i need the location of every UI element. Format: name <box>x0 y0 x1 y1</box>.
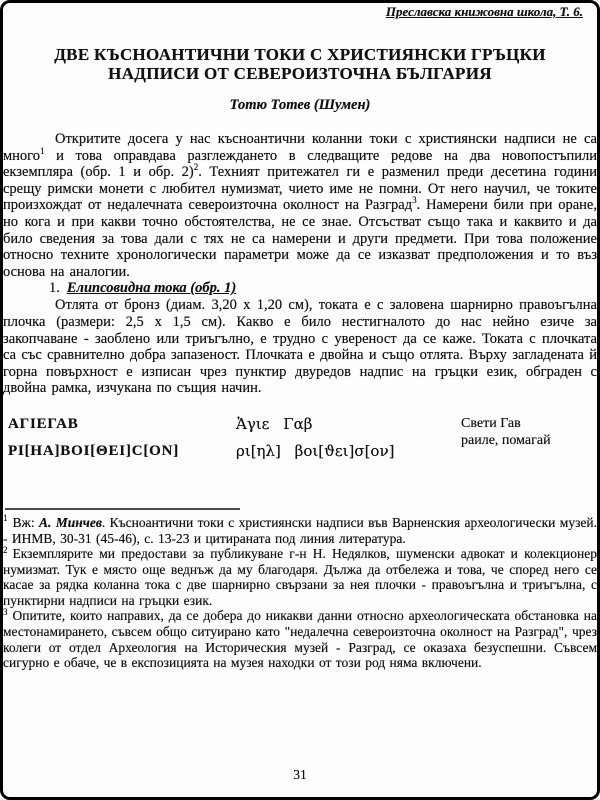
paragraph-1-text: Откритите досега у нас късноантични коланни токи с християнски надписи не са много <box>3 131 597 164</box>
paragraph-1 <box>3 131 597 280</box>
footnote-3 <box>3 608 597 670</box>
page-number: 31 <box>293 767 307 782</box>
footnote-3-marker: 3 <box>3 606 8 617</box>
footnote-ref-3: 3 <box>412 195 417 206</box>
section-number: 1. <box>49 280 60 297</box>
footnote-ref-1: 1 <box>40 145 45 156</box>
section-title: Елипсовидна тока (обр. 1) <box>66 280 237 297</box>
footnote-separator <box>5 508 240 510</box>
page-title-line-1: ДВЕ КЪСНОАНТИЧНИ ТОКИ С ХРИСТИЯНСКИ ГРЪЦКИ <box>54 45 546 64</box>
inscription-translation <box>461 411 551 465</box>
paragraph-1-text: . Намерени били при оране, но кога и при какви точно обстоятелства, не се знае. Отсъстват също така и каквито и да било сведения за това дали с тях не са намерени и други предмети. При това положение относно техните хронологически параметри може да се изказват предположения и то въз основа на аналогии. <box>3 197 597 280</box>
footnote-ref-2: 2 <box>193 162 199 173</box>
footnote-2 <box>3 546 597 608</box>
inscription-block <box>3 411 597 465</box>
footnote-2-text: Екземплярите ми предостави за публикуване г-н Н. Недялков, шуменски адвокат и колекционер нумизмат. Тук е място още веднъж да му благодаря. Дължа да отбележа и това, че според него се касае за рядка коланна тока с две шарнирно свързани за нея плочки - правоъгълна и триъгълна, с пунктирни надписи на гръцки език. <box>3 546 597 608</box>
inscription-greek <box>236 411 461 465</box>
footnote-3-text: Опитите, които направих, да се добера до никакви данни относно археологическата обстановка на местонамирането, съвсем общо ситуирано като "недалечна североизточна околност на Разград", чрез колеги от отдел Археология на Историческия музей - Разград, се оказаха безуспешни. Съвсем сигурно е обаче, че в експозицията на музея находки от този род няма включени. <box>3 608 597 671</box>
translation-line-2: раиле, помагай <box>461 433 551 449</box>
paragraph-1-text: . Техният притежател ги е разменил преди десетина години срещу римски монети с любител нумизмат, чието име не помни. От него научил, че токите произхождат от недалечната североизточна околност на Разград <box>3 164 597 214</box>
paragraph-1-text: и това оправдава разглеждането в следващите редове на два новопостъпили екземпляра (обр. 1 и обр. 2) <box>3 147 597 181</box>
paragraph-2: Отлята от бронз (диам. 3,20 х 1,20 см), токата е с заловена шарнирно правоъгълна плочка (размери: 2,5 х 1,5 см). Какво е било нестигналото до нас нейно езиче за закопчаване - заоблено или триъгълно, е трудно с увереност да се каже. Токата с плочката са със сравнително добра запазеност. Плочката е двойна и също отлята. Върху загладената й горна повърхност е изписан чрез пунктир двуредов надпис на гръцки език, обграден с двойна рамка, изчукана по същия начин. <box>3 297 597 397</box>
article-body <box>0 131 600 465</box>
translation-line-1: Свети Гав <box>461 415 521 431</box>
author-byline: Тотю Тотев (Шумен) <box>229 97 371 113</box>
footnote-1-text: . Късноантични токи с християнски надписи във Варненския археологически музей. - ИНМВ, 30-31 (45-46), с. 13-23 и цитираната под линия литература. <box>3 514 597 546</box>
footnote-2-marker: 2 <box>3 544 8 555</box>
transliteration-line-2: PI[HA]BOI[ΘEI]C[ON] <box>8 442 180 459</box>
greek-line-1: Ἁγιε Γαβ <box>236 414 313 433</box>
running-header: Преславска книжовна школа, Т. 6. <box>385 4 583 19</box>
footnote-1-text: Вж: <box>12 514 39 530</box>
page-title <box>8 45 592 83</box>
footnote-1-marker: 1 <box>3 513 8 524</box>
section-heading-1 <box>3 280 597 297</box>
transliteration-line-1: АГIЕГАВ <box>8 415 79 432</box>
inscription-transliteration <box>8 411 236 465</box>
page-title-line-2: НАДПИСИ ОТ СЕВЕРОИЗТОЧНА БЪЛГАРИЯ <box>108 64 492 83</box>
greek-line-2: ρι[ηλ] βοι[ϑει]σ[ον] <box>236 441 395 460</box>
footnote-1 <box>3 515 597 546</box>
footnotes-section <box>0 515 600 671</box>
footnote-1-author: А. Минчев <box>38 514 102 530</box>
